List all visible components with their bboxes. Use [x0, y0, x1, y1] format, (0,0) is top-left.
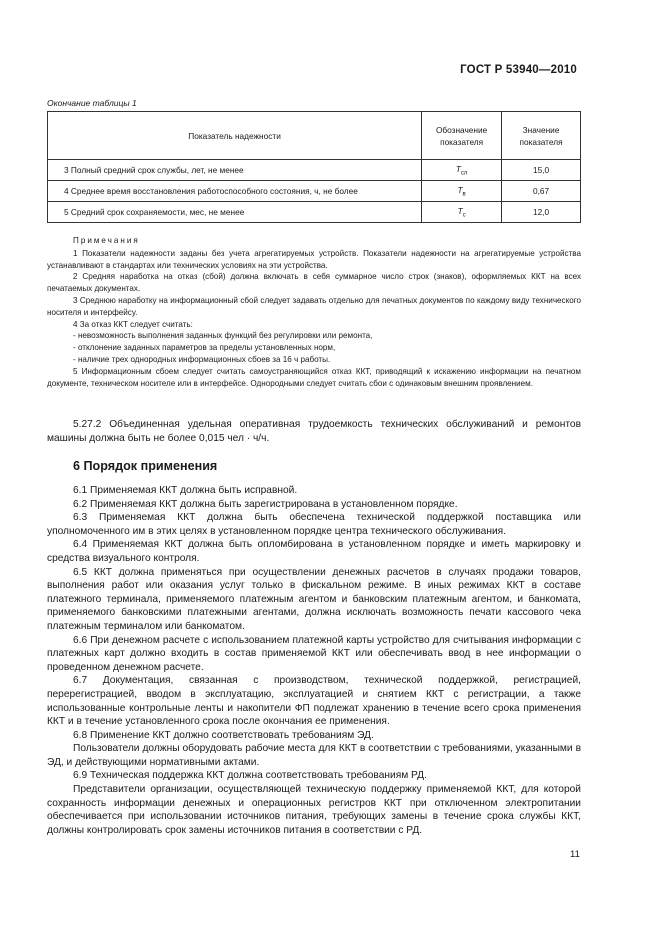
paragraph: 6.5 ККТ должна применяться при осуществлении денежных расчетов в случаях продажи товаров, выполнения работ или оказания услуг только в фискальном режиме. В иных режимах ККТ в составе платежного терминала, применяемого платежным агентом и банковским платежным агентом, и банкомата, применяемого банковскими платежными агентами, должна исключать возможность печати кассового чека платежным терминалом или банкоматом.: [47, 566, 581, 632]
paragraph: 6.2 Применяемая ККТ должна быть зарегистрирована в установленном порядке.: [73, 498, 458, 510]
column-header-indicator: Показатель надежности: [48, 112, 422, 160]
notes-title: Примечания: [73, 236, 140, 245]
paragraph: 6.9 Техническая поддержка ККТ должна соответствовать требованиям РД.: [73, 770, 427, 782]
note-item: 4 За отказ ККТ следует считать:: [73, 319, 193, 329]
reliability-table: [47, 111, 581, 223]
table-row: [48, 202, 581, 223]
column-header-designation: Обозначение показателя: [422, 112, 502, 160]
note-item: 3 Среднюю наработку на информационный сбой следует задавать отдельно для печатных документов по каждому виду технического носителя и интерфейсу.: [47, 295, 581, 317]
row-indicator-name: 3 Полный средний срок службы, лет, не менее: [48, 160, 422, 181]
row-value: 12,0: [502, 202, 581, 223]
paragraph: 6.3 Применяемая ККТ должна быть обеспечена технической поддержкой поставщика или уполномоченного им в этих целях в установленном порядке центра технического обслуживания.: [47, 512, 581, 537]
paragraph: 6.1 Применяемая ККТ должна быть исправной.: [73, 485, 298, 496]
paragraph-5-27-2-block: [47, 418, 581, 445]
note-item: 1 Показатели надежности заданы без учета агрегатируемых устройств. Показатели надежности на агрегатируемые устройства устанавливают в стандартах или технических условиях на эти устройства.: [47, 248, 581, 270]
row-value: 15,0: [502, 160, 581, 181]
document-id: ГОСТ Р 53940—2010: [460, 64, 577, 76]
paragraph: 6.7 Документация, связанная с производством, технической поддержкой, регистрацией, перерегистрацией, вводом в эксплуатацию, эксплуатацией и снятием ККТ с регистрации, а также использованные контрольные ленты и накопители ФП подлежат хранению в течение всего срока применения ККТ и в течение установленного срока после окончания ее применения.: [47, 675, 581, 728]
note-item: - наличие трех однородных информационных сбоев за 16 ч работы.: [73, 354, 331, 364]
paragraph-5-27-2: 5.27.2 Объединенная удельная оперативная трудоемкость технических обслуживаний и ремонтов машины должна быть не более 0,015 чел · ч/ч.: [47, 419, 581, 444]
note-item: 2 Средняя наработка на отказ (сбой) должна включать в себя суммарное число строк (знаков), оформляемых ККТ на всех печатаемых документах.: [47, 272, 581, 294]
column-header-value: Значение показателя: [502, 112, 581, 160]
paragraph: 6.6 При денежном расчете с использованием платежной карты устройство для считывания информации с платежных карт должно входить в состав применяемой ККТ или обеспечивать ввод в нее информации о проведенном денежном расчете.: [47, 634, 581, 673]
row-indicator-name: 4 Среднее время восстановления работоспособного состояния, ч, не более: [48, 181, 422, 202]
paragraph: Пользователи должны оборудовать рабочие места для ККТ в соответствии с требованиями, указанными в ЭД, и действующими нормативными актами.: [47, 743, 581, 768]
note-item: 5 Информационным сбоем следует считать самоустраняющийся отказ ККТ, приводящий к искажению информации на печатном документе, техническом носителе или в интерфейсе. Однородными следует считать сбои с одинаковым внешним проявлением.: [47, 366, 581, 388]
row-indicator-name: 5 Средний срок сохраняемости, мес, не менее: [48, 202, 422, 223]
paragraph: Представители организации, осуществляющей техническую поддержку применяемой ККТ, для которой сохранность информации денежных и операционных регистров ККТ при отключенном электропитании обеспечивается при использовании источников питания, требующих замены в течение срока службы ККТ, должны контролировать срок замены источников питания в соответствии с РД.: [47, 784, 581, 836]
table-header-row: [48, 112, 581, 160]
row-designation: $T_{сл}$: [422, 160, 502, 181]
table-row: [48, 181, 581, 202]
row-value: 0,67: [502, 181, 581, 202]
row-designation: $T_с$: [422, 202, 502, 223]
table-row: [48, 160, 581, 181]
page-number: 11: [570, 849, 580, 860]
paragraph: 6.4 Применяемая ККТ должна быть опломбирована в установленном порядке и иметь маркировку и средства визуального контроля.: [47, 539, 581, 564]
section-6-body: [47, 484, 581, 837]
paragraph: 6.8 Применение ККТ должно соответствовать требованиям ЭД.: [73, 729, 374, 741]
table-notes: [47, 235, 581, 389]
note-item: - невозможность выполнения заданных функций без регулировки или ремонта,: [73, 331, 373, 341]
table-caption: Окончание таблицы 1: [47, 98, 137, 108]
note-item: - отклонение заданных параметров за пределы установленных норм,: [73, 343, 336, 353]
row-designation: $T_в$: [422, 181, 502, 202]
section-heading: 6 Порядок применения: [73, 459, 218, 473]
